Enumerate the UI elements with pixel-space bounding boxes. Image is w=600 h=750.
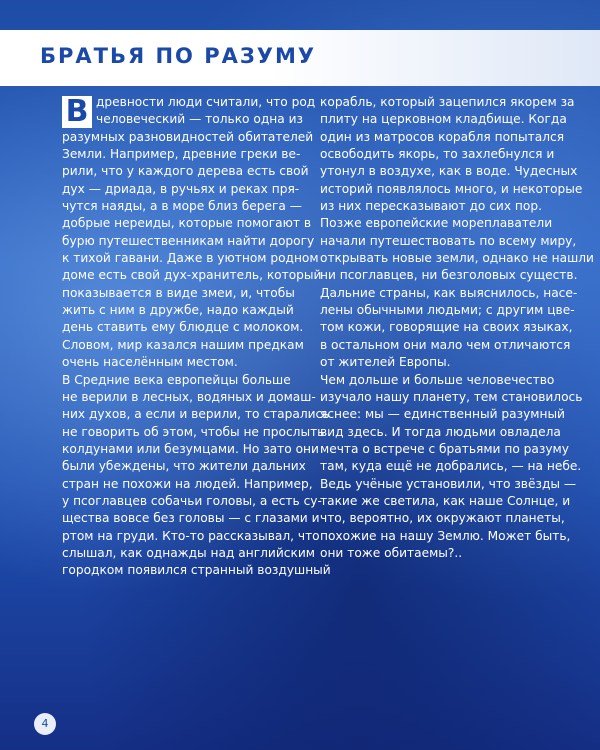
text-line: один из матросов корабля попытался [320, 129, 565, 144]
right-lines [320, 94, 594, 562]
text-line: жить с ним в дружбе, надо каждый [62, 303, 294, 318]
drop-cap: В [62, 96, 92, 128]
text-line: стран не похожи на людей. Например, [62, 476, 313, 491]
text-line: лены обычными людьми; с другим цве- [320, 303, 575, 318]
text-line: утонул в воздухе, как в воде. Чудесных [320, 164, 578, 179]
text-line: вид здесь. И тогда людьми овладела [320, 424, 561, 439]
text-line: к тихой гавани. Даже в уютном родном [62, 251, 319, 266]
text-line: рили, что у каждого дерева есть свой [62, 164, 309, 179]
text-line: Земли. Например, древние греки ве- [62, 147, 301, 162]
text-column-left [62, 94, 331, 580]
text-line: изучало нашу планету, тем становилось [320, 389, 583, 404]
left-lines [62, 94, 331, 580]
text-line: Чем дольше и больше человечество [320, 372, 555, 387]
text-line: чутся наяды, а в море близ берега — [62, 199, 302, 214]
text-line: день ставить ему блюдце с молоком. [62, 320, 304, 335]
text-line: них духов, а если и верили, то старались [62, 407, 330, 422]
text-line: слышал, как однажды над английским [62, 545, 315, 560]
text-line: добрые нереиды, которые помогают в [62, 216, 312, 231]
text-line: яснее: мы — единственный разумный [320, 407, 565, 422]
text-line: разумных разновидностей обитателей [62, 129, 314, 144]
text-line: Словом, мир казался нашим предкам [62, 337, 304, 352]
text-line: Ведь учёные установили, что звёзды — [320, 476, 577, 491]
text-line: из них пересказывают до сих пор. [320, 199, 542, 214]
text-line: ни псоглавцев, ни безголовых существ. [320, 268, 578, 283]
text-line: там, куда ещё не добрались, — на небе. [320, 459, 582, 474]
text-line: от жителей Европы. [320, 355, 451, 370]
text-line: корабль, который зацепился якорем за [320, 95, 575, 109]
text-line: В Средние века европейцы больше [62, 372, 291, 387]
text-line: показывается в виде змеи, и, чтобы [62, 285, 295, 300]
text-line: не верили в лесных, водяных и домаш- [62, 389, 316, 404]
text-line: что, вероятно, их окружают планеты, [320, 511, 565, 526]
text-line: мечта о встрече с братьями по разуму [320, 441, 569, 456]
text-line: у псоглавцев собачьи головы, а есть су- [62, 493, 322, 508]
text-line: колдунами или безумцами. Но зато они [62, 441, 319, 456]
text-line: бурю путешественникам найти дорогу [62, 233, 315, 248]
text-line: древности люди считали, что род [96, 95, 316, 109]
text-line: доме есть свой дух-хранитель, который [62, 268, 322, 283]
text-line: Позже европейские мореплаватели [320, 216, 553, 231]
text-line: начали путешествовать по всему миру, [320, 233, 577, 248]
text-line: очень населённым местом. [62, 355, 238, 370]
page-title: БРАТЬЯ ПО РАЗУМУ [40, 44, 317, 68]
text-line: дух — дриада, в ручьях и реках пря- [62, 181, 300, 196]
text-line: не говорить об этом, чтобы не прослыть [62, 424, 325, 439]
text-line: они тоже обитаемы?.. [320, 545, 463, 560]
text-line: похожие на нашу Землю. Может быть, [320, 528, 571, 543]
text-line: щества вовсе без головы — с глазами и [62, 511, 320, 526]
text-line: городком появился странный воздушный [62, 563, 331, 578]
text-line: в остальном они мало чем отличаются [320, 337, 571, 352]
text-line: такие же светила, как наше Солнце, и [320, 493, 571, 508]
text-line: открывать новые земли, однако не нашли [320, 251, 594, 266]
page-number: 4 [34, 713, 56, 735]
text-line: Дальние страны, как выяснилось, насе- [320, 285, 578, 300]
text-line: были убеждены, что жители дальних [62, 459, 306, 474]
text-column-right [320, 94, 594, 562]
text-line: историй появлялось много, и некоторые [320, 181, 583, 196]
text-line: освободить якорь, то захлебнулся и [320, 147, 555, 162]
text-line: том кожи, говорящие на своих языках, [320, 320, 573, 335]
text-line: плиту на церковном кладбище. Когда [320, 112, 567, 127]
text-line: человеческий — только одна из [96, 112, 303, 127]
text-line: ртом на груди. Кто-то рассказывал, что [62, 528, 320, 543]
